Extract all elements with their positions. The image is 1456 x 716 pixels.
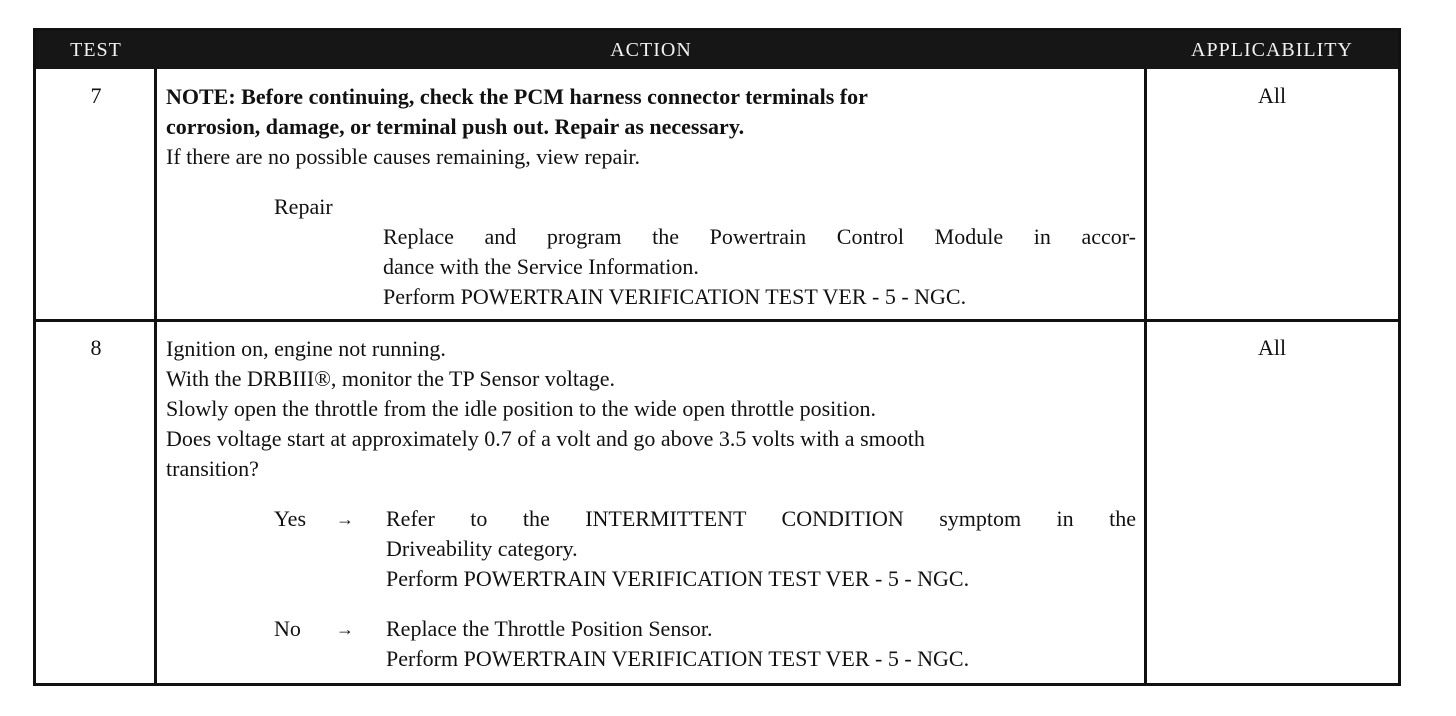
header-action: ACTION <box>610 39 692 61</box>
yes-outcome-line: Driveability category. <box>386 536 578 561</box>
table-header <box>36 31 1398 69</box>
note-text-line: corrosion, damage, or terminal push out. Repair as necessary. <box>166 114 745 139</box>
repair-instruction-line: Perform POWERTRAIN VERIFICATION TEST VER - 5 - NGC. <box>383 284 967 309</box>
instruction-line: Does voltage start at approximately 0.7 of a volt and go above 3.5 volts with a smooth <box>166 426 925 451</box>
column-divider-test <box>154 69 157 683</box>
no-outcome-line: Replace the Throttle Position Sensor. <box>386 616 713 641</box>
note-text-line: NOTE: Before continuing, check the PCM harness connector terminals for <box>166 84 868 109</box>
yes-outcome-line: Refer to the INTERMITTENT CONDITION symptom in the <box>386 506 1136 531</box>
right-arrow-icon: → <box>336 509 354 529</box>
repair-instruction-line: Replace and program the Powertrain Control Module in accor- <box>383 224 1136 249</box>
diagnostic-table <box>33 28 1401 686</box>
applicability-value: All <box>1257 83 1287 108</box>
repair-label: Repair <box>274 194 333 219</box>
applicability-value: All <box>1257 335 1287 360</box>
header-test: TEST <box>70 39 122 61</box>
instruction-line: Slowly open the throttle from the idle position to the wide open throttle position. <box>166 396 877 421</box>
instruction-line: With the DRBIII®, monitor the TP Sensor voltage. <box>166 366 616 391</box>
instruction-line: transition? <box>166 456 259 481</box>
yes-label: Yes <box>274 506 307 531</box>
test-number: 8 <box>90 335 102 360</box>
yes-outcome-line: Perform POWERTRAIN VERIFICATION TEST VER - 5 - NGC. <box>386 566 970 591</box>
instruction-line: Ignition on, engine not running. <box>166 336 446 361</box>
right-arrow-icon: → <box>336 619 354 639</box>
no-outcome-line: Perform POWERTRAIN VERIFICATION TEST VER - 5 - NGC. <box>386 646 970 671</box>
repair-instruction-line: dance with the Service Information. <box>383 254 699 279</box>
column-divider-applicability <box>1144 69 1147 683</box>
row-divider <box>36 319 1398 322</box>
header-applicability: APPLICABILITY <box>1191 39 1353 61</box>
test-number: 7 <box>90 83 102 108</box>
no-label: No <box>274 616 301 641</box>
instruction-line: If there are no possible causes remaining, view repair. <box>166 144 641 169</box>
